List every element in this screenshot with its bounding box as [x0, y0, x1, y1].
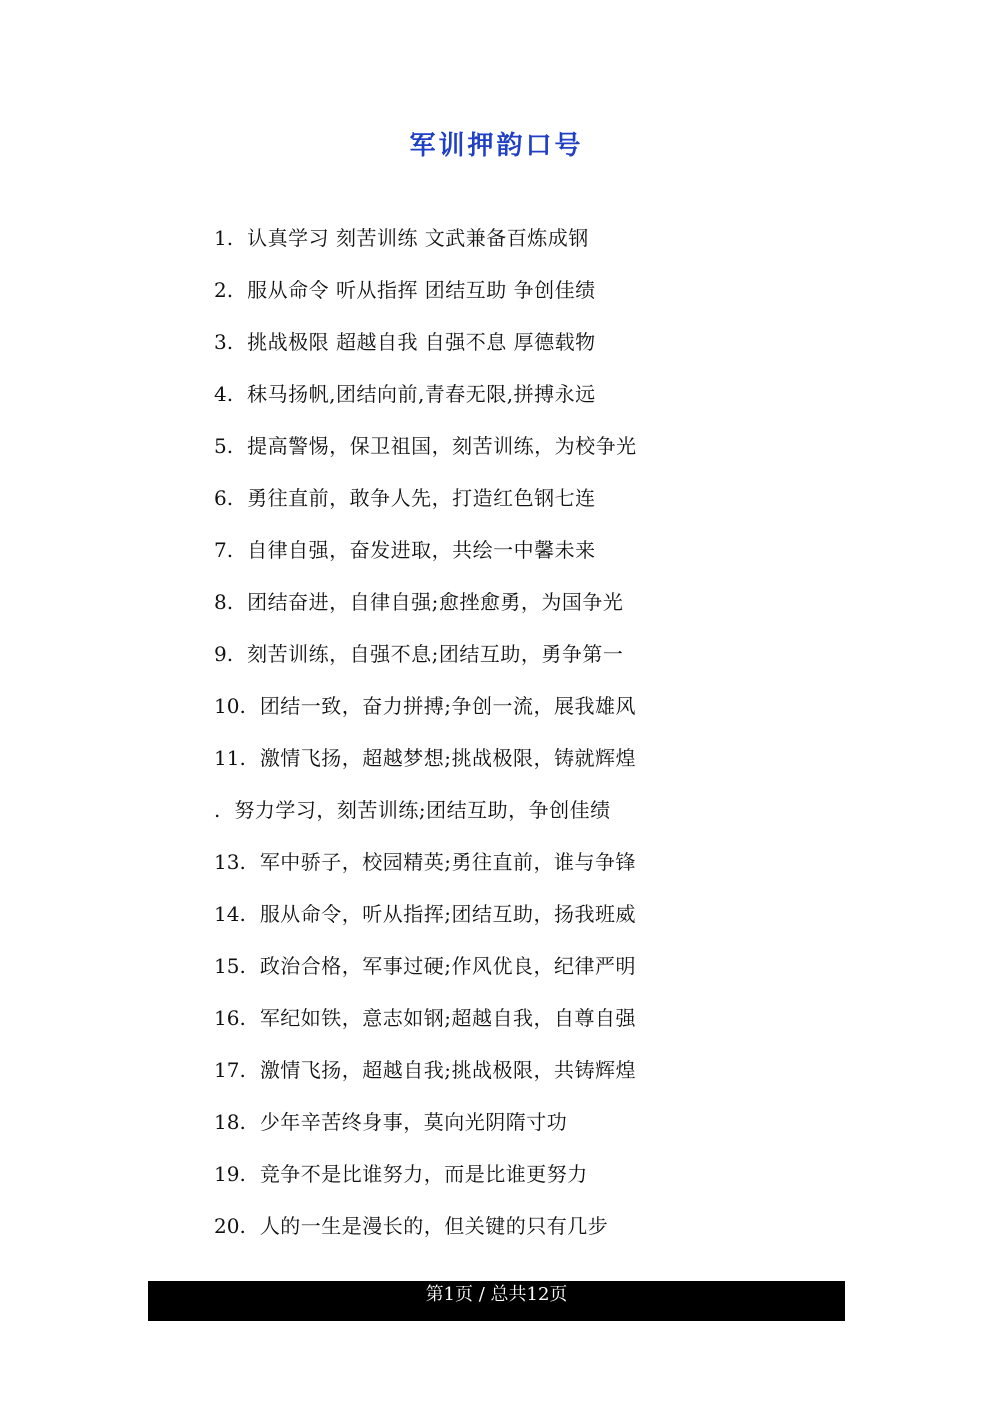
item-text: 军纪如铁，意志如钢;超越自我，自尊自强	[259, 1006, 637, 1030]
list-item	[214, 324, 637, 376]
item-number: 20.	[214, 1214, 246, 1238]
list-item	[214, 740, 637, 792]
item-number: .	[214, 798, 221, 822]
list-item	[214, 948, 637, 1000]
list-item	[214, 480, 637, 532]
item-text: 挑战极限 超越自我 自强不息 厚德载物	[247, 330, 596, 354]
list-item	[214, 272, 637, 324]
list-item	[214, 792, 637, 844]
item-number: 18.	[214, 1110, 246, 1134]
list-item	[214, 584, 637, 636]
item-text: 激情飞扬，超越梦想;挑战极限，铸就辉煌	[259, 746, 637, 770]
item-number: 3.	[214, 330, 234, 354]
list-item	[214, 376, 637, 428]
item-number: 8.	[214, 590, 234, 614]
item-number: 6.	[214, 486, 234, 510]
item-number: 4.	[214, 382, 234, 406]
item-text: 秣马扬帆,团结向前,青春无限,拼搏永远	[247, 382, 596, 406]
item-text: 服从命令，听从指挥;团结互助，扬我班威	[259, 902, 637, 926]
item-number: 7.	[214, 538, 234, 562]
item-text: 服从命令 听从指挥 团结互助 争创佳绩	[247, 278, 596, 302]
list-item	[214, 1000, 637, 1052]
item-number: 5.	[214, 434, 234, 458]
item-number: 13.	[214, 850, 246, 874]
page-indicator: 第1页 / 总共12页	[425, 1284, 568, 1305]
item-number: 1.	[214, 226, 234, 250]
list-item	[214, 220, 637, 272]
item-text: 刻苦训练，自强不息;团结互助，勇争第一	[247, 642, 624, 666]
slogan-list	[214, 220, 637, 1260]
item-number: 14.	[214, 902, 246, 926]
list-item	[214, 688, 637, 740]
item-text: 竞争不是比谁努力，而是比谁更努力	[259, 1162, 588, 1186]
list-item	[214, 1104, 637, 1156]
item-text: 少年辛苦终身事，莫向光阴隋寸功	[259, 1110, 568, 1134]
item-text: 团结一致，奋力拼搏;争创一流，展我雄风	[259, 694, 637, 718]
list-item	[214, 428, 637, 480]
item-number: 9.	[214, 642, 234, 666]
item-number: 17.	[214, 1058, 246, 1082]
item-text: 提高警惕，保卫祖国，刻苦训练，为校争光	[247, 434, 637, 458]
item-number: 16.	[214, 1006, 246, 1030]
list-item	[214, 1052, 637, 1104]
item-text: 团结奋进，自律自强;愈挫愈勇，为国争光	[247, 590, 624, 614]
item-number: 11.	[214, 746, 246, 770]
list-item	[214, 844, 637, 896]
page-footer	[148, 1281, 845, 1321]
list-item	[214, 636, 637, 688]
item-number: 2.	[214, 278, 234, 302]
item-text: 人的一生是漫长的，但关键的只有几步	[259, 1214, 609, 1238]
item-text: 政治合格，军事过硬;作风优良，纪律严明	[259, 954, 637, 978]
item-text: 努力学习，刻苦训练;团结互助，争创佳绩	[234, 798, 611, 822]
item-number: 15.	[214, 954, 246, 978]
list-item	[214, 896, 637, 948]
item-text: 激情飞扬，超越自我;挑战极限，共铸辉煌	[259, 1058, 637, 1082]
page-title: 军训押韵口号	[409, 131, 584, 161]
item-text: 军中骄子，校园精英;勇往直前，谁与争锋	[259, 850, 637, 874]
item-text: 自律自强，奋发进取，共绘一中馨未来	[247, 538, 596, 562]
item-text: 认真学习 刻苦训练 文武兼备百炼成钢	[247, 226, 589, 250]
list-item	[214, 532, 637, 584]
list-item	[214, 1156, 637, 1208]
item-number: 10.	[214, 694, 246, 718]
item-number: 19.	[214, 1162, 246, 1186]
item-text: 勇往直前，敢争人先，打造红色钢七连	[247, 486, 596, 510]
list-item	[214, 1208, 637, 1260]
